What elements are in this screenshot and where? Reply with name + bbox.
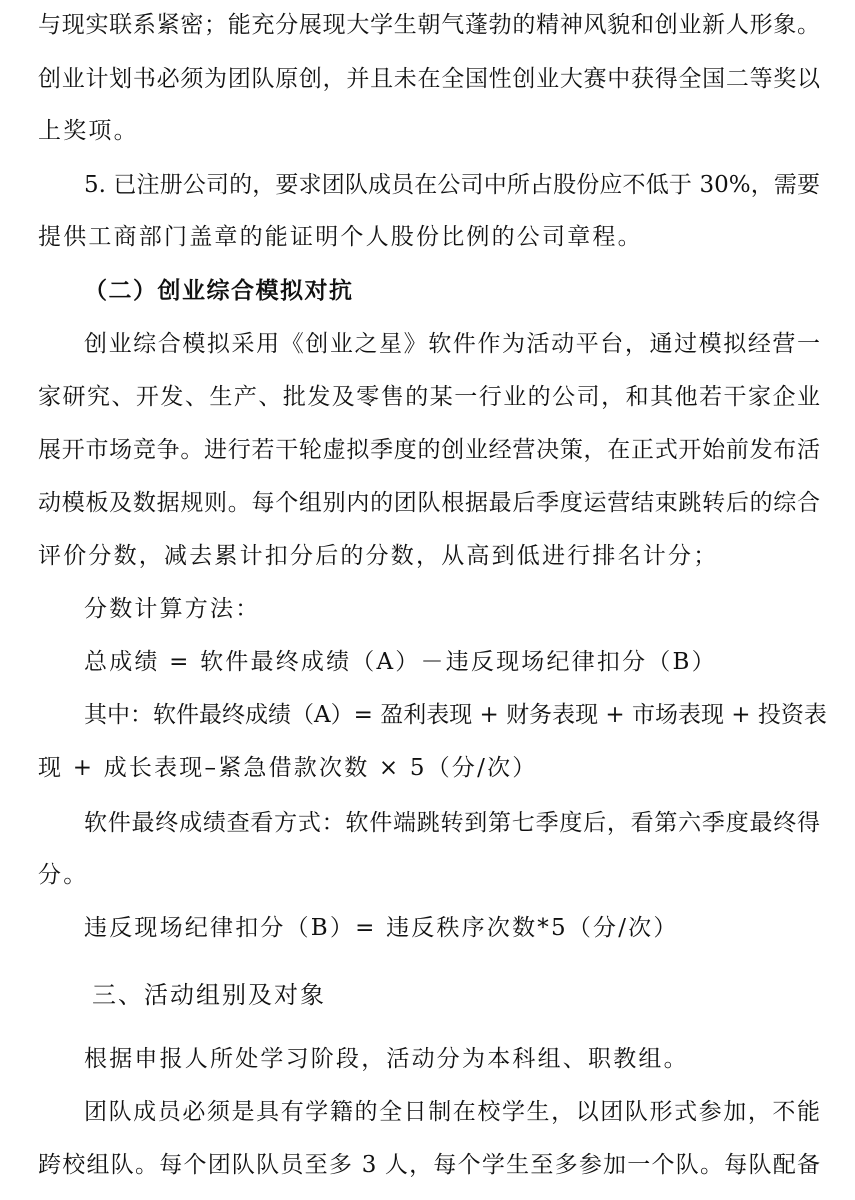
paragraph-line: 与现实联系紧密；能充分展现大学生朝气蓬勃的精神风貌和创业新人形象。	[38, 12, 820, 38]
paragraph-line: 跨校组队。每个团队队员至多 3 人，每个学生至多参加一个队。每队配备	[38, 1152, 820, 1178]
paragraph-line: 家研究、开发、生产、批发及零售的某一行业的公司，和其他若干家企业	[38, 384, 820, 410]
paragraph-line: 分数计算方法：	[84, 596, 261, 622]
paragraph-line: 5. 已注册公司的，要求团队成员在公司中所占股份应不低于 30%，需要	[84, 172, 820, 198]
paragraph-line: 动模板及数据规则。每个组别内的团队根据最后季度运营结束跳转后的综合	[38, 490, 820, 516]
paragraph-line: 上奖项。	[38, 118, 139, 144]
paragraph-line: 分。	[38, 862, 89, 888]
paragraph-line: 创业综合模拟采用《创业之星》软件作为活动平台，通过模拟经营一	[84, 331, 820, 357]
paragraph-line: 提供工商部门盖章的能证明个人股份比例的公司章程。	[38, 224, 643, 250]
formula-line: 其中：软件最终成绩（A）= 盈利表现 + 财务表现 + 市场表现 + 投资表	[84, 702, 827, 728]
paragraph-line: 评价分数，减去累计扣分后的分数，从高到低进行排名计分；	[38, 543, 719, 569]
formula-line: 现 + 成长表现–紧急借款次数 × 5（分/次）	[38, 755, 538, 781]
chapter-heading: 三、活动组别及对象	[92, 981, 326, 1009]
paragraph-line: 软件最终成绩查看方式：软件端跳转到第七季度后，看第六季度最终得	[84, 810, 820, 836]
paragraph-line: 创业计划书必须为团队原创，并且未在全国性创业大赛中获得全国二等奖以	[38, 66, 820, 92]
section-heading: （二）创业综合模拟对抗	[84, 278, 354, 304]
paragraph-line: 团队成员必须是具有学籍的全日制在校学生，以团队形式参加，不能	[84, 1099, 820, 1125]
paragraph-line: 展开市场竞争。进行若干轮虚拟季度的创业经营决策，在正式开始前发布活	[38, 437, 820, 463]
paragraph-line: 根据申报人所处学习阶段，活动分为本科组、职教组。	[84, 1046, 689, 1072]
formula-line: 总成绩 = 软件最终成绩（A）－违反现场纪律扣分（B）	[84, 649, 717, 675]
formula-line: 违反现场纪律扣分（B）= 违反秩序次数*5（分/次）	[84, 915, 679, 941]
